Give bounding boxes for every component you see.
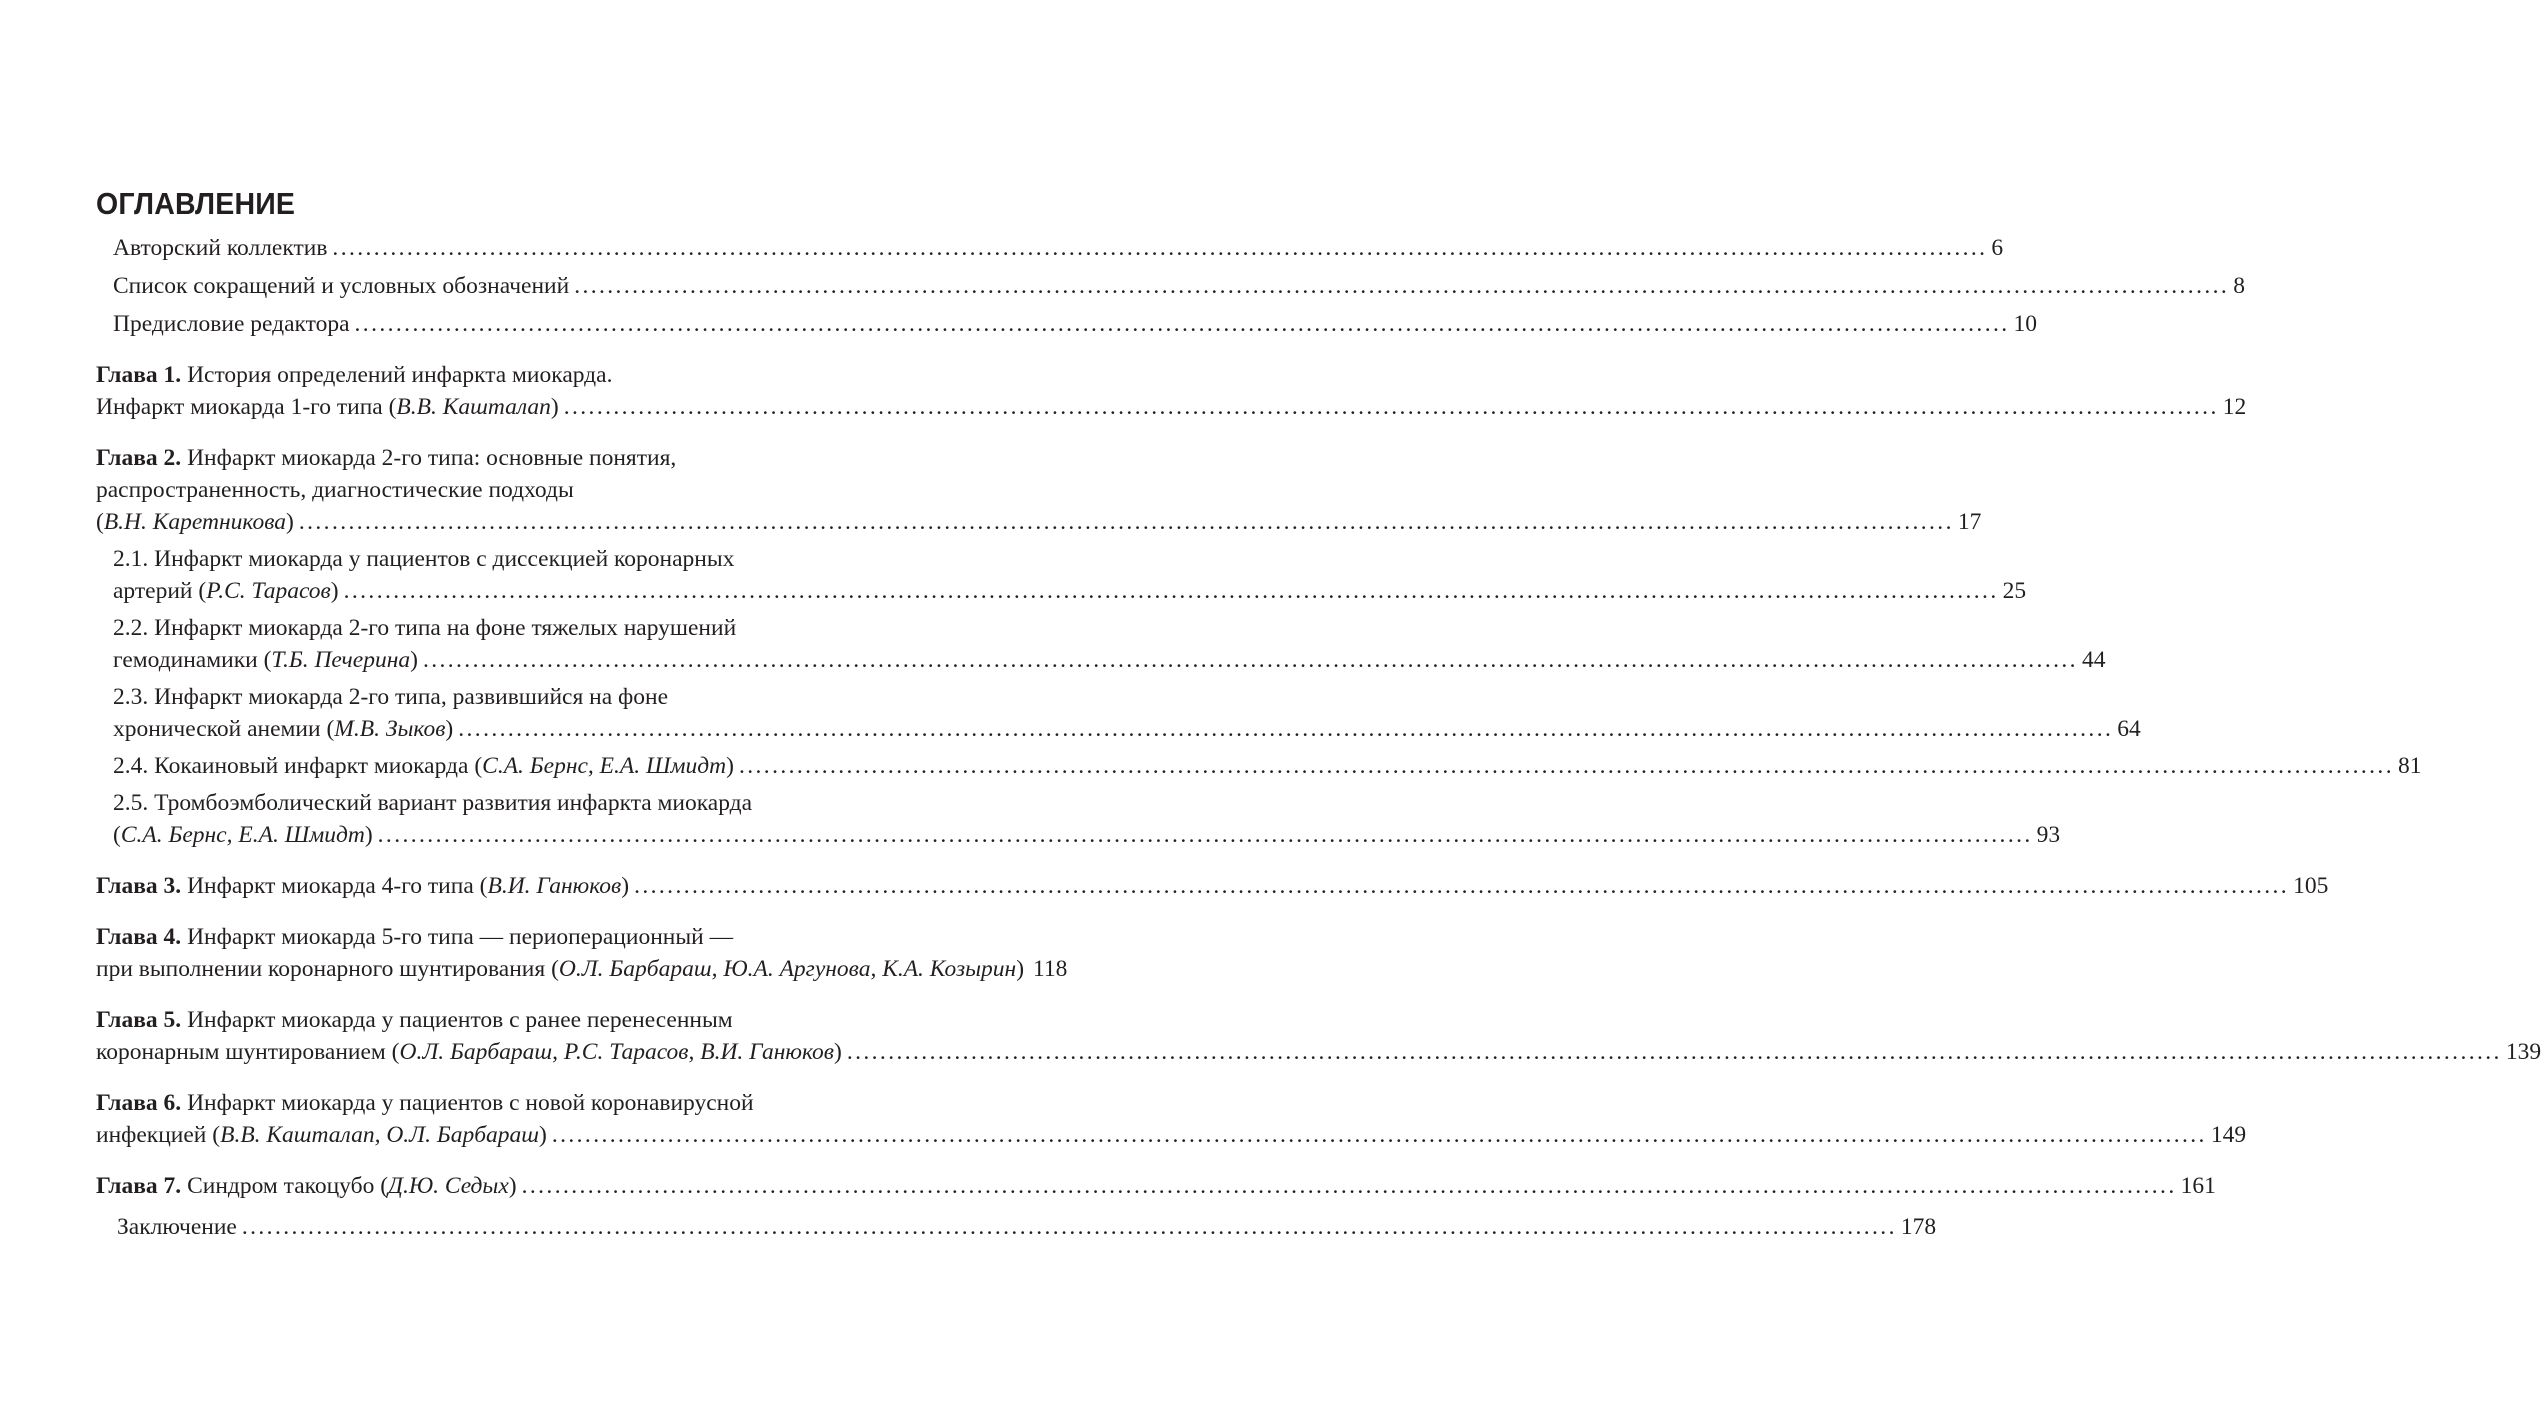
page-number: 12 xyxy=(2222,394,2247,420)
entry-authors: О.Л. Барбараш, Ю.А. Аргунова, К.А. Козырин xyxy=(558,956,1017,982)
entry-title-line: Инфаркт миокарда у пациентов с ранее перенесенным xyxy=(187,1007,733,1033)
entry-title-line: хронической анемии xyxy=(113,716,321,742)
toc-entry-chapter-1[interactable]: Глава 1. История определений инфаркта миокарда. Инфаркт миокарда 1-го типа (В.В. Кашталап) ........................................................................................................................................................................................................ 12 xyxy=(96,359,889,423)
dot-leader: ........................................................................................................................................................................................................ xyxy=(298,509,1954,535)
entry-title-line: Инфаркт миокарда 1-го типа xyxy=(96,394,383,420)
entry-title-line: 2.2. Инфаркт миокарда 2-го типа на фоне тяжелых нарушений xyxy=(113,615,737,641)
entry-title-line: 2.5. Тромбоэмболический вариант развития инфаркта миокарда xyxy=(113,790,753,816)
toc-entry-abbreviations[interactable] xyxy=(96,270,2245,302)
dot-leader: ........................................................................................................................................................................................................ xyxy=(241,1214,1897,1240)
chapter-label: Глава 4. xyxy=(96,924,182,950)
dot-leader: ........................................................................................................................................................................................................ xyxy=(738,753,2394,779)
entry-title-line: Инфаркт миокарда 4-го типа xyxy=(187,873,474,899)
dot-leader: ........................................................................................................................................................................................................ xyxy=(354,311,2010,337)
toc-entry-chapter-6[interactable]: Глава 6. Инфаркт миокарда у пациентов с новой коронавирусной инфекцией (В.В. Кашталап, О.Л. Барбараш) ........................................................................................................................................................................................................ 149 xyxy=(96,1087,889,1151)
entry-title: Предисловие редактора xyxy=(113,311,350,337)
toc-entry-chapter-5[interactable]: Глава 5. Инфаркт миокарда у пациентов с ранее перенесенным коронарным шунтированием (О.Л. Барбараш, Р.С. Тарасов, В.И. Ганюков) ........................................................................................................................................................................................................ 139 xyxy=(96,1004,889,1068)
entry-title-line: 2.4. Кокаиновый инфаркт миокарда xyxy=(113,753,469,779)
chapter-label: Глава 3. xyxy=(96,873,182,899)
page-number: 93 xyxy=(2036,822,2061,848)
page-number: 149 xyxy=(2210,1122,2247,1148)
page-number: 44 xyxy=(2081,647,2106,673)
toc-list xyxy=(96,232,2541,1248)
entry-title-line: Синдром такоцубо xyxy=(187,1173,375,1199)
chapter-label: Глава 7. xyxy=(96,1173,182,1199)
page-number: 64 xyxy=(2117,716,2141,742)
entry-title-line: инфекцией xyxy=(96,1122,207,1148)
dot-leader: ........................................................................................................................................................................................................ xyxy=(422,647,2078,673)
dot-leader: ........................................................................................................................................................................................................ xyxy=(521,1173,2177,1199)
page-number: 118 xyxy=(1033,956,1068,982)
entry-authors: С.А. Бернс, Е.А. Шмидт xyxy=(482,753,727,779)
toc-entry-chapter-3[interactable]: Глава 3. Инфаркт миокарда 4-го типа (В.И. Ганюков) ........................................................................................................................................................................................................ 105 xyxy=(96,870,889,902)
entry-authors: Д.Ю. Седых xyxy=(388,1173,509,1199)
dot-leader: ........................................................................................................................................................................................................ xyxy=(377,822,2033,848)
toc-entry-section-2-2[interactable]: 2.2. Инфаркт миокарда 2-го типа на фоне тяжелых нарушений гемодинамики (Т.Б. Печерина) ........................................................................................................................................................................................................ 44 xyxy=(96,612,889,676)
page-number: 139 xyxy=(2505,1039,2541,1065)
entry-authors: М.В. Зыков xyxy=(334,716,446,742)
toc-entry-chapter-7[interactable]: Глава 7. Синдром такоцубо (Д.Ю. Седых) ........................................................................................................................................................................................................ 161 xyxy=(96,1170,889,1202)
toc-entry-chapter-2[interactable]: Глава 2. Инфаркт миокарда 2-го типа: основные понятия, распространенность, диагностические подходы (В.Н. Каретникова) ........................................................................................................................................................................................................ 17 xyxy=(96,442,889,538)
entry-title-line: Инфаркт миокарда 2-го типа: основные понятия, xyxy=(187,445,677,471)
entry-title: Авторский коллектив xyxy=(113,235,328,261)
entry-title-line: 2.3. Инфаркт миокарда 2-го типа, развившийся на фоне xyxy=(113,684,669,710)
entry-title: Список сокращений и условных обозначений xyxy=(113,273,570,299)
entry-authors: В.И. Ганюков xyxy=(487,873,622,899)
page-number: 17 xyxy=(1957,509,1982,535)
toc-entry-conclusion[interactable] xyxy=(96,1211,1937,1243)
dot-leader: ........................................................................................................................................................................................................ xyxy=(332,235,1988,261)
entry-title: Заключение xyxy=(117,1214,237,1240)
dot-leader: ........................................................................................................................................................................................................ xyxy=(634,873,2290,899)
toc-entry-section-2-4[interactable]: 2.4. Кокаиновый инфаркт миокарда (С.А. Бернс, Е.А. Шмидт) ........................................................................................................................................................................................................ 81 xyxy=(96,750,889,782)
entry-title-line: при выполнении коронарного шунтирования xyxy=(96,956,546,982)
dot-leader: ........................................................................................................................................................................................................ xyxy=(563,394,2219,420)
entry-title-line: Инфаркт миокарда 5-го типа — периоперационный — xyxy=(187,924,734,950)
toc-entry-preface[interactable] xyxy=(96,308,2038,340)
entry-title-line: артерий xyxy=(113,578,193,604)
entry-title-line: коронарным шунтированием xyxy=(96,1039,386,1065)
page-number: 25 xyxy=(2002,578,2027,604)
chapter-label: Глава 2. xyxy=(96,445,182,471)
page-number: 81 xyxy=(2397,753,2422,779)
entry-title-line: распространенность, диагностические подходы xyxy=(96,477,574,503)
page-number: 10 xyxy=(2013,311,2038,337)
chapter-label: Глава 5. xyxy=(96,1007,182,1033)
toc-entry-chapter-4[interactable]: Глава 4. Инфаркт миокарда 5-го типа — периоперационный — при выполнении коронарного шунтирования (О.Л. Барбараш, Ю.А. Аргунова, К.А. Козырин) 118 xyxy=(96,921,889,985)
page-number: 178 xyxy=(1900,1214,1937,1240)
toc-entry-section-2-1[interactable]: 2.1. Инфаркт миокарда у пациентов с диссекцией коронарных артерий (Р.С. Тарасов) ........................................................................................................................................................................................................ 25 xyxy=(96,543,889,607)
entry-authors: Т.Б. Печерина xyxy=(271,647,411,673)
toc-entry-section-2-5[interactable]: 2.5. Тромбоэмболический вариант развития инфаркта миокарда (С.А. Бернс, Е.А. Шмидт) ........................................................................................................................................................................................................ 93 xyxy=(96,787,889,851)
entry-title-line: История определений инфаркта миокарда. xyxy=(187,362,613,388)
dot-leader: ........................................................................................................................................................................................................ xyxy=(574,273,2230,299)
toc-entry-authors-team[interactable] xyxy=(96,232,2004,264)
entry-title-line: Инфаркт миокарда у пациентов с новой коронавирусной xyxy=(187,1090,754,1116)
entry-authors: С.А. Бернс, Е.А. Шмидт xyxy=(120,822,365,848)
toc-entry-section-2-3[interactable]: 2.3. Инфаркт миокарда 2-го типа, развившийся на фоне хронической анемии (М.В. Зыков) ........................................................................................................................................................................................................ 64 xyxy=(96,681,889,745)
dot-leader: ........................................................................................................................................................................................................ xyxy=(343,578,1999,604)
entry-authors: В.В. Кашталап xyxy=(396,394,551,420)
page-number: 105 xyxy=(2293,873,2329,899)
chapter-label: Глава 1. xyxy=(96,362,182,388)
entry-title-line: гемодинамики xyxy=(113,647,258,673)
entry-title-line: 2.1. Инфаркт миокарда у пациентов с диссекцией коронарных xyxy=(113,546,735,572)
entry-authors: Р.С. Тарасов xyxy=(206,578,331,604)
page-number: 161 xyxy=(2180,1173,2216,1199)
entry-authors: В.Н. Каретникова xyxy=(103,509,287,535)
page-title: ОГЛАВЛЕНИЕ xyxy=(96,186,296,221)
page-number: 6 xyxy=(1991,235,2004,261)
page-number: 8 xyxy=(2233,273,2245,299)
chapter-label: Глава 6. xyxy=(96,1090,182,1116)
entry-authors: В.В. Кашталап, О.Л. Барбараш xyxy=(220,1122,539,1148)
entry-authors: О.Л. Барбараш, Р.С. Тарасов, В.И. Ганюков xyxy=(399,1039,834,1065)
dot-leader: ........................................................................................................................................................................................................ xyxy=(551,1122,2207,1148)
dot-leader: ........................................................................................................................................................................................................ xyxy=(458,716,2114,742)
dot-leader: ........................................................................................................................................................................................................ xyxy=(846,1039,2502,1065)
